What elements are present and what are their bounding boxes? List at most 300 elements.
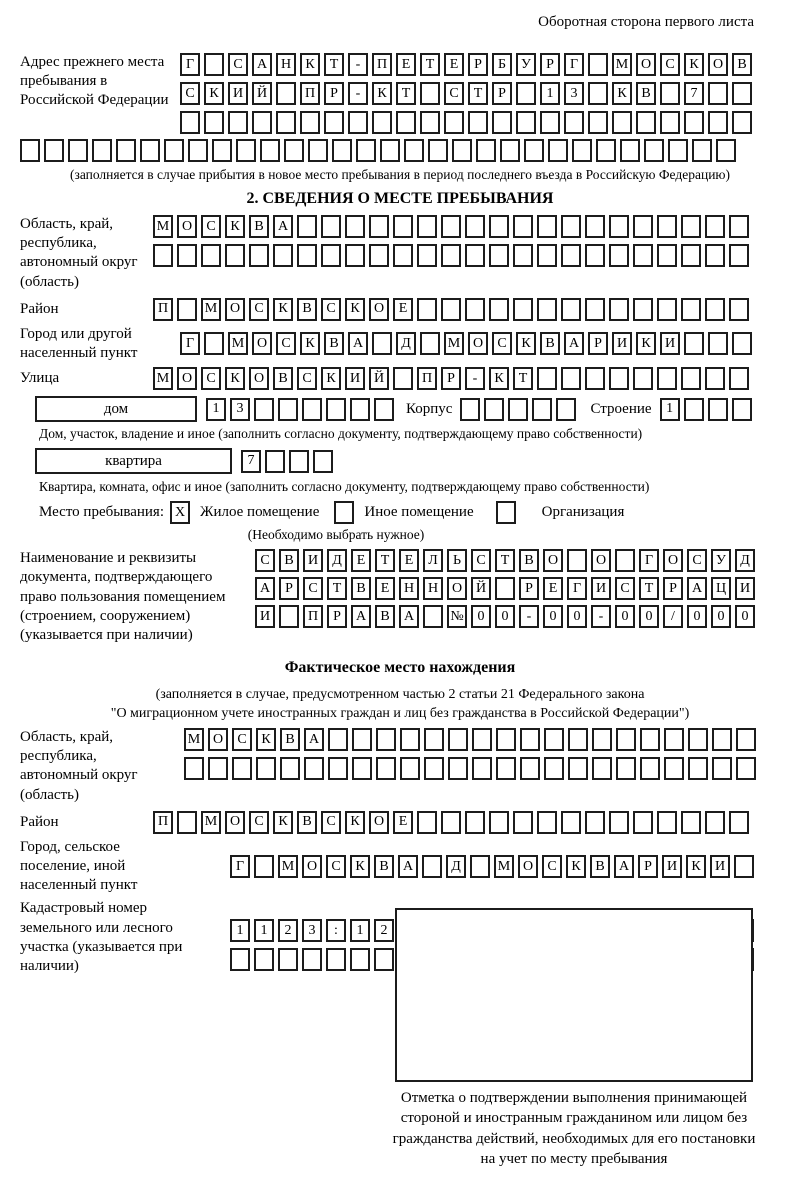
char-box: Т	[420, 53, 440, 76]
char-box	[513, 244, 533, 267]
actual-district-label: Район	[20, 813, 59, 830]
char-box: А	[564, 332, 584, 355]
char-box: Н	[276, 53, 296, 76]
char-box: О	[302, 855, 322, 878]
char-box	[177, 244, 197, 267]
char-box	[297, 215, 317, 238]
char-box: С	[249, 811, 269, 834]
char-box	[302, 948, 322, 971]
char-box	[544, 728, 564, 751]
char-box	[492, 111, 512, 134]
char-box: М	[153, 367, 173, 390]
char-box	[465, 811, 485, 834]
char-box	[705, 215, 725, 238]
house-note: Дом, участок, владение и иное (заполнить согласно документу, подтверждающему право собственности)	[39, 426, 643, 442]
char-box	[332, 139, 352, 162]
char-box	[350, 398, 370, 421]
char-box	[374, 398, 394, 421]
district-row	[153, 298, 749, 321]
char-box: С	[321, 298, 341, 321]
char-box: И	[228, 82, 248, 105]
char-box	[548, 139, 568, 162]
char-box: К	[256, 728, 276, 751]
char-box	[228, 111, 248, 134]
char-box	[420, 111, 440, 134]
actual-district-field	[20, 811, 800, 834]
char-box	[585, 244, 605, 267]
char-box: В	[636, 82, 656, 105]
char-box	[369, 215, 389, 238]
char-box: Г	[564, 53, 584, 76]
char-box	[153, 244, 173, 267]
char-box	[668, 139, 688, 162]
char-box	[732, 82, 752, 105]
char-box: Т	[468, 82, 488, 105]
char-box	[537, 244, 557, 267]
char-box	[620, 139, 640, 162]
char-box: С	[471, 549, 491, 572]
char-box	[660, 111, 680, 134]
char-box: О	[518, 855, 538, 878]
char-box: 1	[660, 398, 680, 421]
char-box: К	[489, 367, 509, 390]
char-box	[585, 215, 605, 238]
char-box	[681, 244, 701, 267]
char-box: П	[153, 298, 173, 321]
document-row-2	[255, 577, 755, 600]
char-box	[393, 367, 413, 390]
char-box	[404, 139, 424, 162]
char-box: О	[636, 53, 656, 76]
char-box	[352, 757, 372, 780]
char-box: 2	[374, 919, 394, 942]
char-box	[633, 367, 653, 390]
char-box: 3	[564, 82, 584, 105]
char-box: Й	[369, 367, 389, 390]
char-box	[465, 244, 485, 267]
char-box: М	[278, 855, 298, 878]
char-box	[609, 811, 629, 834]
char-box	[472, 757, 492, 780]
char-box	[441, 215, 461, 238]
char-box: Р	[441, 367, 461, 390]
char-box	[567, 549, 587, 572]
char-box: И	[345, 367, 365, 390]
char-box	[664, 757, 684, 780]
char-box: Е	[444, 53, 464, 76]
char-box: Т	[513, 367, 533, 390]
stay-option-checkbox-inoe	[334, 501, 354, 524]
char-box	[400, 757, 420, 780]
stamp-caption-line-2: стороной и иностранным гражданином или лицом без	[400, 1110, 748, 1127]
char-box: С	[321, 811, 341, 834]
char-box	[684, 111, 704, 134]
char-box	[324, 111, 344, 134]
char-box: С	[249, 298, 269, 321]
char-box	[441, 298, 461, 321]
char-box	[692, 139, 712, 162]
char-box: Д	[735, 549, 755, 572]
apartment-note: Квартира, комната, офис и иное (заполнить согласно документу, подтверждающему право собственности)	[39, 479, 650, 495]
char-box: И	[735, 577, 755, 600]
char-box: 1	[206, 398, 226, 421]
char-box	[561, 367, 581, 390]
actual-region-field	[20, 728, 800, 805]
stroenie-label: Строение	[590, 400, 652, 417]
char-box	[609, 367, 629, 390]
char-box	[592, 757, 612, 780]
char-box: О	[369, 811, 389, 834]
char-box	[657, 367, 677, 390]
region-row-2	[153, 244, 749, 267]
char-box: О	[663, 549, 683, 572]
char-box	[734, 855, 754, 878]
char-box: А	[255, 577, 275, 600]
char-box	[297, 244, 317, 267]
char-box	[708, 111, 728, 134]
char-box	[92, 139, 112, 162]
char-box	[484, 398, 504, 421]
char-box: Е	[396, 53, 416, 76]
char-box: К	[204, 82, 224, 105]
char-box: О	[208, 728, 228, 751]
char-box	[256, 757, 276, 780]
char-box	[513, 811, 533, 834]
char-box	[664, 728, 684, 751]
char-box: М	[612, 53, 632, 76]
char-box: Б	[492, 53, 512, 76]
char-box	[657, 215, 677, 238]
char-box: С	[326, 855, 346, 878]
char-box	[225, 244, 245, 267]
char-box: Р	[492, 82, 512, 105]
char-box	[537, 215, 557, 238]
char-box	[465, 298, 485, 321]
document-row-1	[255, 549, 755, 572]
prev-address-row-1	[180, 53, 752, 76]
stay-option-label-org: Организация	[541, 504, 625, 521]
char-box	[616, 757, 636, 780]
char-box	[537, 367, 557, 390]
char-box: О	[225, 811, 245, 834]
char-box	[615, 549, 635, 572]
char-box: №	[447, 605, 467, 628]
char-box	[372, 111, 392, 134]
char-box	[422, 855, 442, 878]
char-box	[705, 811, 725, 834]
char-box: С	[228, 53, 248, 76]
char-box: В	[374, 855, 394, 878]
char-box	[736, 757, 756, 780]
char-box	[278, 948, 298, 971]
char-box	[657, 811, 677, 834]
char-box	[609, 215, 629, 238]
char-box: А	[687, 577, 707, 600]
char-box	[116, 139, 136, 162]
char-box: 0	[687, 605, 707, 628]
char-box	[188, 139, 208, 162]
char-box: Т	[327, 577, 347, 600]
char-box: Ц	[711, 577, 731, 600]
char-box	[254, 855, 274, 878]
char-box: О	[543, 549, 563, 572]
char-box	[313, 450, 333, 473]
char-box	[513, 215, 533, 238]
char-box	[537, 811, 557, 834]
char-box	[633, 215, 653, 238]
char-box	[284, 139, 304, 162]
char-box: К	[321, 367, 341, 390]
document-row-3	[255, 605, 755, 628]
char-box	[470, 855, 490, 878]
char-box: Ь	[447, 549, 467, 572]
char-box	[345, 244, 365, 267]
confirmation-stamp-box	[395, 908, 753, 1082]
char-box: 0	[495, 605, 515, 628]
char-box	[352, 728, 372, 751]
char-box: 1	[540, 82, 560, 105]
char-box	[708, 332, 728, 355]
char-box	[516, 82, 536, 105]
char-box: А	[348, 332, 368, 355]
char-box	[44, 139, 64, 162]
korpus-label: Корпус	[406, 400, 453, 417]
char-box	[348, 111, 368, 134]
char-box: И	[303, 549, 323, 572]
char-box	[428, 139, 448, 162]
char-box	[633, 298, 653, 321]
prev-address-field	[20, 53, 800, 134]
char-box: С	[444, 82, 464, 105]
char-box	[444, 111, 464, 134]
char-box	[260, 139, 280, 162]
char-box	[716, 139, 736, 162]
char-box: Р	[540, 53, 560, 76]
char-box: Т	[324, 53, 344, 76]
char-box	[448, 757, 468, 780]
char-box	[417, 215, 437, 238]
stay-option-checkbox-org	[496, 501, 516, 524]
char-box	[396, 111, 416, 134]
char-box	[688, 728, 708, 751]
korpus-cells	[460, 398, 576, 421]
char-box	[302, 398, 322, 421]
char-box: О	[177, 367, 197, 390]
char-box: 0	[711, 605, 731, 628]
char-box	[592, 728, 612, 751]
char-box	[276, 82, 296, 105]
char-box	[540, 111, 560, 134]
char-box	[561, 215, 581, 238]
char-box: -	[348, 53, 368, 76]
street-label: Улица	[20, 370, 60, 387]
char-box	[304, 757, 324, 780]
char-box	[184, 757, 204, 780]
char-box: -	[519, 605, 539, 628]
char-box: С	[232, 728, 252, 751]
char-box: О	[591, 549, 611, 572]
char-box	[516, 111, 536, 134]
prev-address-row-4	[20, 139, 800, 162]
char-box: К	[516, 332, 536, 355]
actual-city-row	[230, 855, 754, 878]
char-box	[616, 728, 636, 751]
char-box	[657, 298, 677, 321]
char-box: 0	[543, 605, 563, 628]
char-box	[468, 111, 488, 134]
char-box	[537, 298, 557, 321]
char-box	[633, 811, 653, 834]
char-box: Г	[567, 577, 587, 600]
stamp-caption-line-3: гражданства действий, необходимых для его постановки	[392, 1130, 756, 1147]
char-box	[681, 215, 701, 238]
char-box	[424, 728, 444, 751]
char-box	[417, 244, 437, 267]
char-box: И	[710, 855, 730, 878]
char-box	[561, 298, 581, 321]
char-box	[729, 298, 749, 321]
char-box	[596, 139, 616, 162]
char-box	[609, 244, 629, 267]
region-label: Область, край, республика, автономный округ (область)	[20, 216, 138, 290]
document-field	[20, 549, 800, 645]
apartment-type-box: квартира	[35, 448, 232, 474]
char-box: -	[591, 605, 611, 628]
char-box: 7	[684, 82, 704, 105]
char-box	[564, 111, 584, 134]
char-box	[513, 298, 533, 321]
char-box	[524, 139, 544, 162]
char-box: И	[255, 605, 275, 628]
char-box: Т	[375, 549, 395, 572]
char-box: П	[153, 811, 173, 834]
actual-city-field	[20, 838, 800, 896]
char-box: О	[708, 53, 728, 76]
char-box	[644, 139, 664, 162]
actual-district-row	[153, 811, 749, 834]
char-box: Е	[393, 298, 413, 321]
char-box	[508, 398, 528, 421]
char-box	[212, 139, 232, 162]
char-box: О	[225, 298, 245, 321]
char-box: К	[636, 332, 656, 355]
char-box	[489, 298, 509, 321]
char-box	[204, 53, 224, 76]
char-box: А	[614, 855, 634, 878]
char-box	[278, 398, 298, 421]
char-box	[177, 298, 197, 321]
char-box	[208, 757, 228, 780]
char-box	[321, 215, 341, 238]
char-box: Д	[396, 332, 416, 355]
char-box: 1	[350, 919, 370, 942]
char-box	[609, 298, 629, 321]
char-box	[273, 244, 293, 267]
stay-type-label: Место пребывания:	[39, 504, 164, 521]
char-box: С	[687, 549, 707, 572]
char-box	[345, 215, 365, 238]
char-box: О	[447, 577, 467, 600]
char-box	[684, 332, 704, 355]
char-box	[489, 811, 509, 834]
char-box: Г	[180, 332, 200, 355]
char-box	[688, 757, 708, 780]
char-box: К	[273, 811, 293, 834]
char-box: П	[303, 605, 323, 628]
char-box	[572, 139, 592, 162]
char-box	[708, 82, 728, 105]
char-box: Р	[324, 82, 344, 105]
char-box: К	[300, 53, 320, 76]
prev-address-row-2	[180, 82, 752, 105]
char-box: -	[465, 367, 485, 390]
actual-location-note-1: (заполняется в случае, предусмотренном частью 2 статьи 21 Федерального закона	[155, 687, 645, 703]
char-box	[732, 332, 752, 355]
char-box	[729, 244, 749, 267]
char-box	[328, 757, 348, 780]
prev-address-note: (заполняется в случае прибытия в новое место пребывания в период последнего въезда в Российскую Федерацию)	[69, 167, 731, 182]
char-box	[448, 728, 468, 751]
char-box	[705, 298, 725, 321]
char-box: О	[177, 215, 197, 238]
char-box: О	[249, 367, 269, 390]
char-box	[500, 139, 520, 162]
char-box: О	[468, 332, 488, 355]
char-box	[729, 367, 749, 390]
char-box: К	[225, 215, 245, 238]
char-box	[585, 811, 605, 834]
char-box	[556, 398, 576, 421]
char-box	[265, 450, 285, 473]
char-box	[204, 332, 224, 355]
house-row	[35, 396, 800, 422]
char-box: А	[351, 605, 371, 628]
char-box: Р	[327, 605, 347, 628]
char-box: С	[303, 577, 323, 600]
char-box	[441, 811, 461, 834]
char-box	[424, 757, 444, 780]
char-box	[420, 332, 440, 355]
char-box: А	[398, 855, 418, 878]
char-box: В	[540, 332, 560, 355]
actual-region-row-1	[184, 728, 756, 751]
char-box	[708, 398, 728, 421]
char-box	[496, 728, 516, 751]
city-label: Город или другой населенный пункт	[20, 325, 138, 361]
char-box	[376, 728, 396, 751]
char-box	[393, 244, 413, 267]
cadastral-label: Кадастровый номер земельного или лесного участка (указывается при наличии)	[20, 900, 183, 974]
char-box: И	[662, 855, 682, 878]
char-box: Р	[663, 577, 683, 600]
char-box: Д	[327, 549, 347, 572]
char-box	[712, 757, 732, 780]
char-box: К	[350, 855, 370, 878]
char-box: У	[516, 53, 536, 76]
char-box	[640, 728, 660, 751]
document-label: Наименование и реквизиты документа, подтверждающего право пользования помещением (строением, сооружением) (указывается при наличии)	[20, 550, 226, 643]
char-box	[180, 111, 200, 134]
prev-address-row-3	[180, 111, 752, 134]
char-box: С	[542, 855, 562, 878]
char-box	[276, 111, 296, 134]
char-box: В	[273, 367, 293, 390]
char-box	[588, 82, 608, 105]
char-box: Т	[495, 549, 515, 572]
char-box: 1	[254, 919, 274, 942]
char-box	[452, 139, 472, 162]
actual-location-title: Фактическое место нахождения	[284, 659, 516, 677]
